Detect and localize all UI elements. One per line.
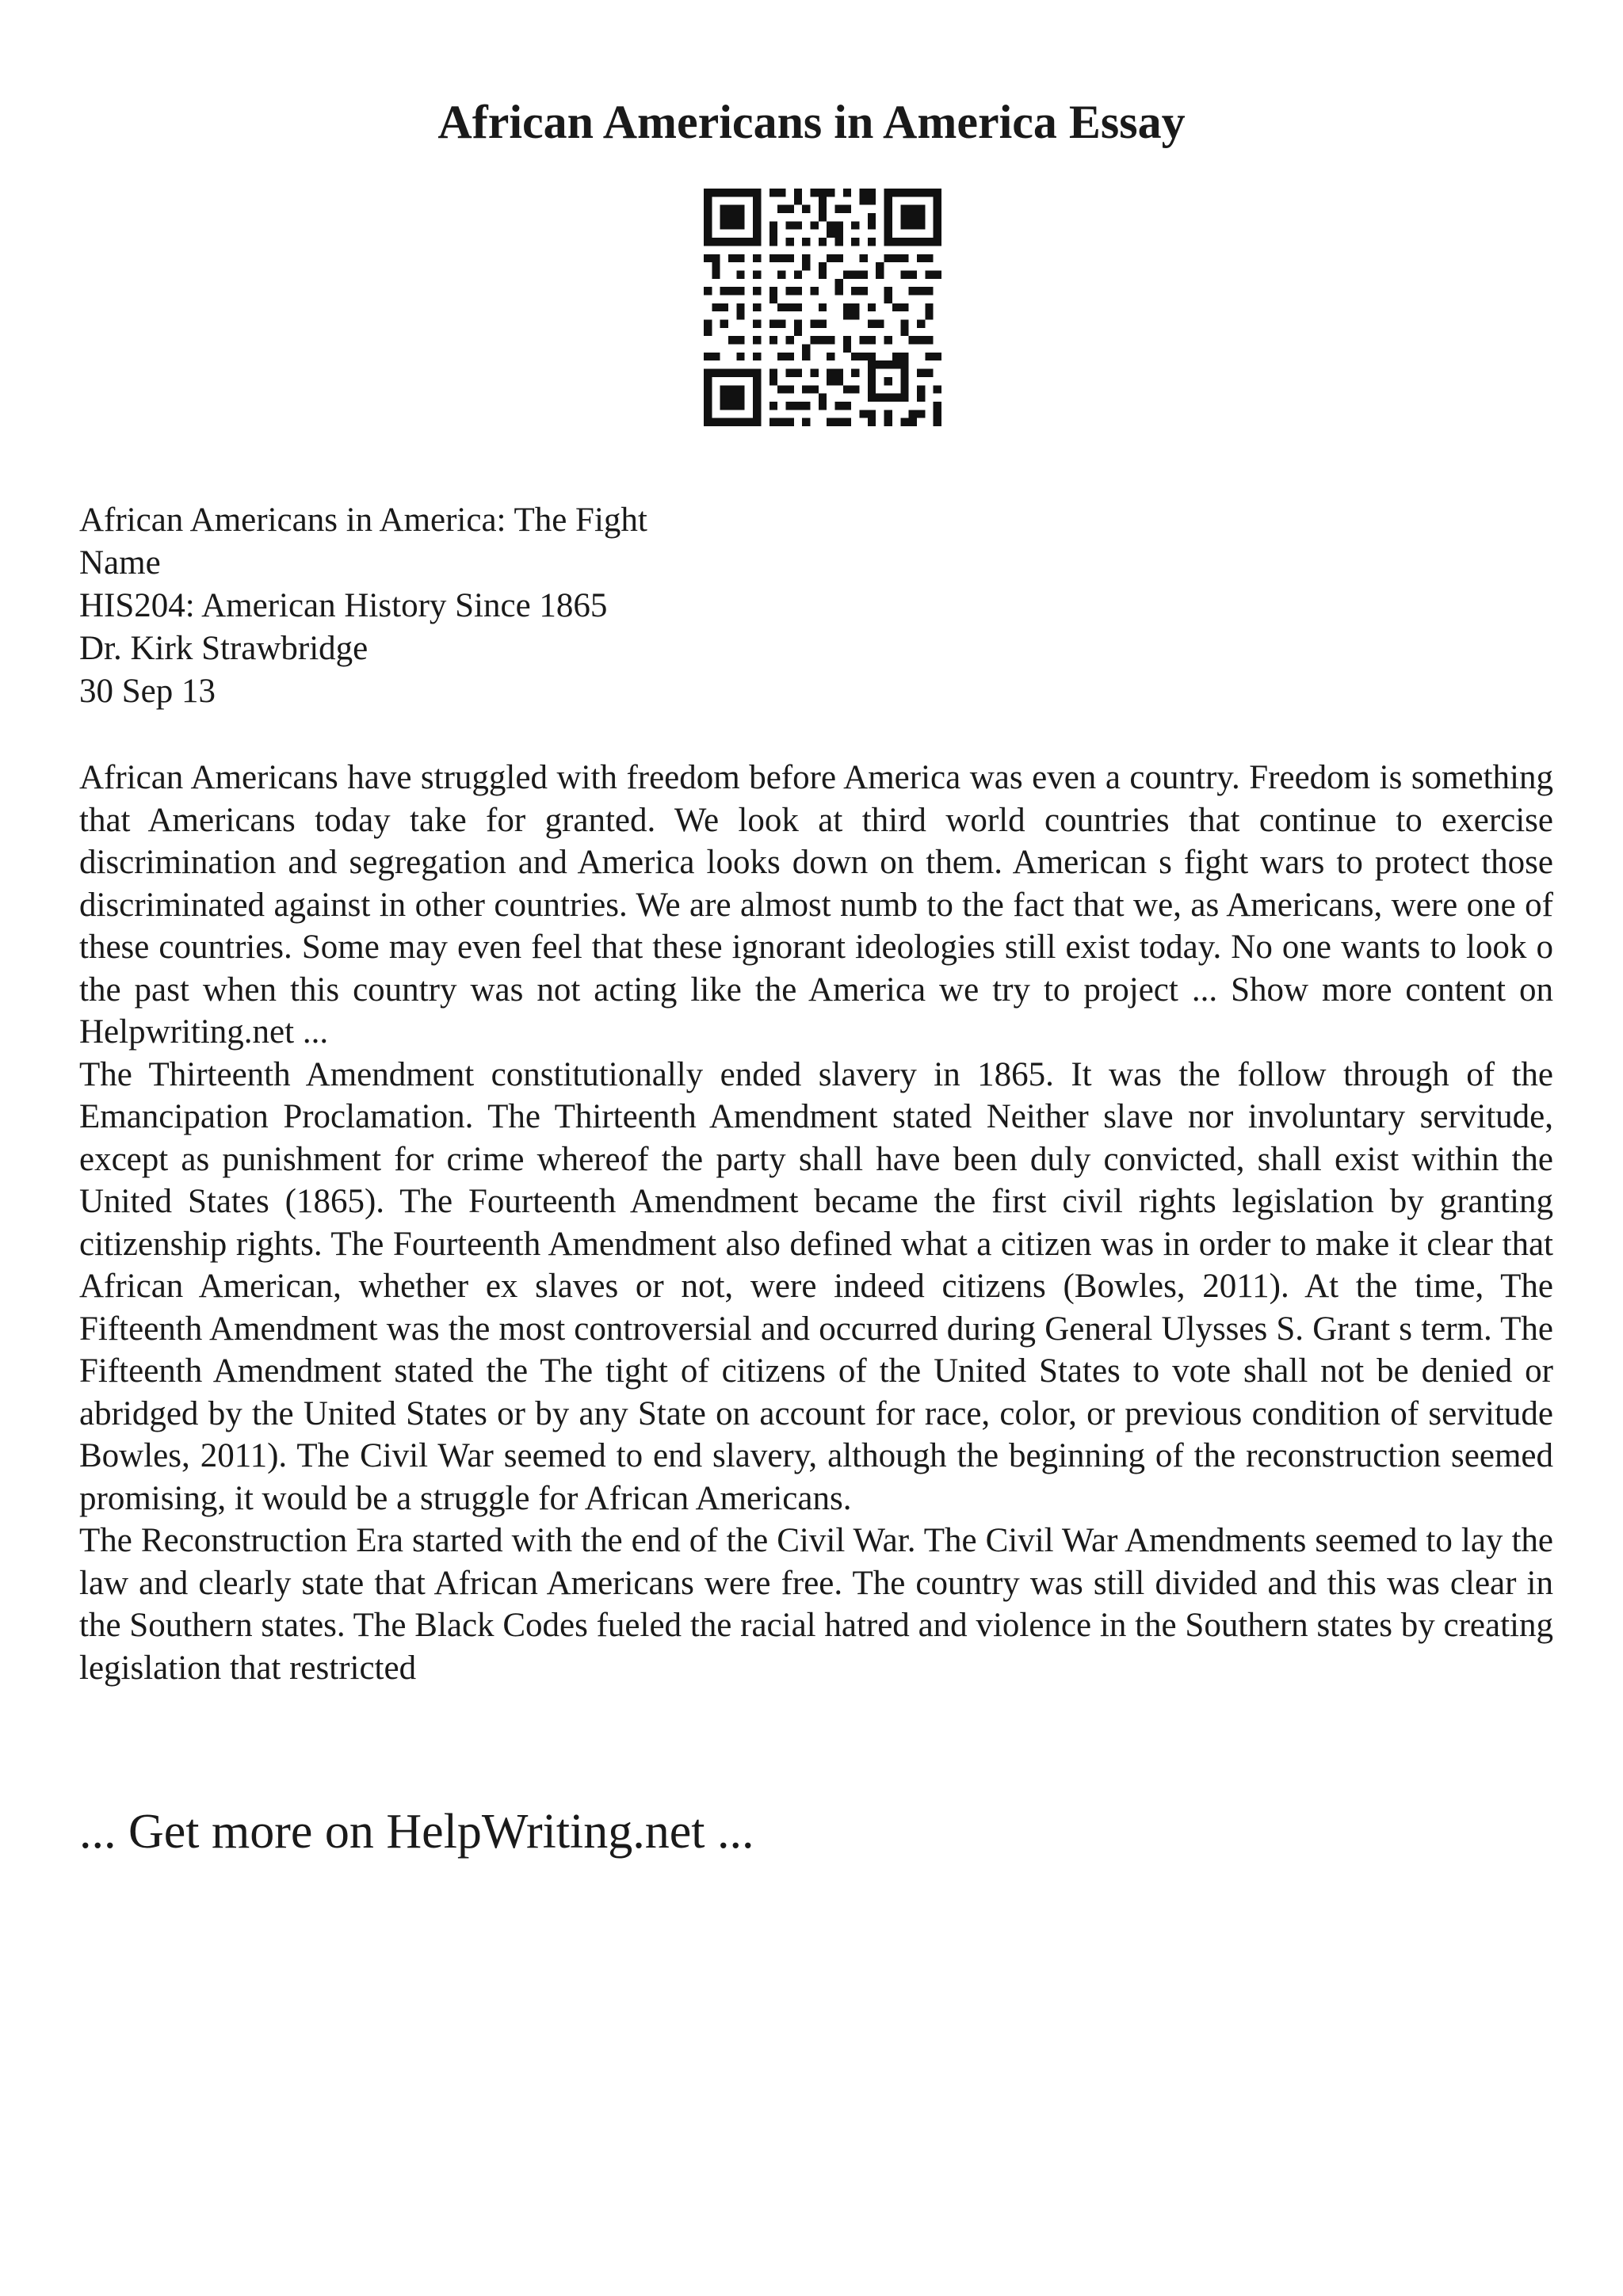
paragraph: The Reconstruction Era started with the end of the Civil War. The Civil War Amendments seemed to lay the law and clearly state that African Americans were free. The country was still divided and this was clear in the Southern states. The Black Codes fueled the racial hatred and violence in the Southern states by creating legislation that restricted bbox=[79, 1522, 1553, 1687]
paragraph: The Thirteenth Amendment constitutionally ended slavery in 1865. It was the follow through of the Emancipation Proclamation. The Thirteenth Amendment stated Neither slave nor involuntary servitude, except as punishment for crime whereof the party shall have been duly convicted, shall exist within the United States (1865). The Fourteenth Amendment became the first civil rights legislation by granting citizenship rights. The Fourteenth Amendment also defined what a citizen was in order to make it clear that African American, whether ex slaves or not, were indeed citizens (Bowles, 2011). At the time, The Fifteenth Amendment was the most controversial and occurred during General Ulysses S. Grant s term. The Fifteenth Amendment stated the The tight of citizens of the United States to vote shall not be denied or abridged by the United States or by any State on account for race, color, or previous condition of servitude Bowles, 2011). The Civil War seemed to end slavery, although the beginning of the reconstruction seemed promising, it would be a struggle for African Americans. bbox=[79, 1055, 1553, 1517]
paragraph: African Americans have struggled with freedom before America was even a country. Freedom is something that Americans today take for granted. We look at third world countries that continue to exercise discrimination and segregation and America looks down on them. American s fight wars to protect those discriminated against in other countries. We are almost numb to the fact that we, as Americans, were one of these countries. Some may even feel that these ignorant ideologies still exist today. No one wants to look o the past when this country was not acting like the America we try to project ... Show more content on Helpwriting.net ... bbox=[79, 759, 1553, 1051]
essay-body bbox=[79, 757, 1553, 1689]
qr-code-icon[interactable] bbox=[704, 189, 941, 426]
date-line: 30 Sep 13 bbox=[79, 673, 216, 710]
document-title: African Americans in America Essay bbox=[437, 96, 1186, 148]
get-more-link[interactable]: ... Get more on HelpWriting.net ... bbox=[79, 1805, 754, 1859]
course-line: HIS204: American History Since 1865 bbox=[79, 587, 608, 624]
instructor-line: Dr. Kirk Strawbridge bbox=[79, 630, 369, 667]
author-name-line: Name bbox=[79, 544, 161, 582]
qr-code-graphic bbox=[704, 189, 941, 426]
essay-header bbox=[79, 499, 647, 713]
essay-title-line: African Americans in America: The Fight bbox=[79, 502, 647, 539]
